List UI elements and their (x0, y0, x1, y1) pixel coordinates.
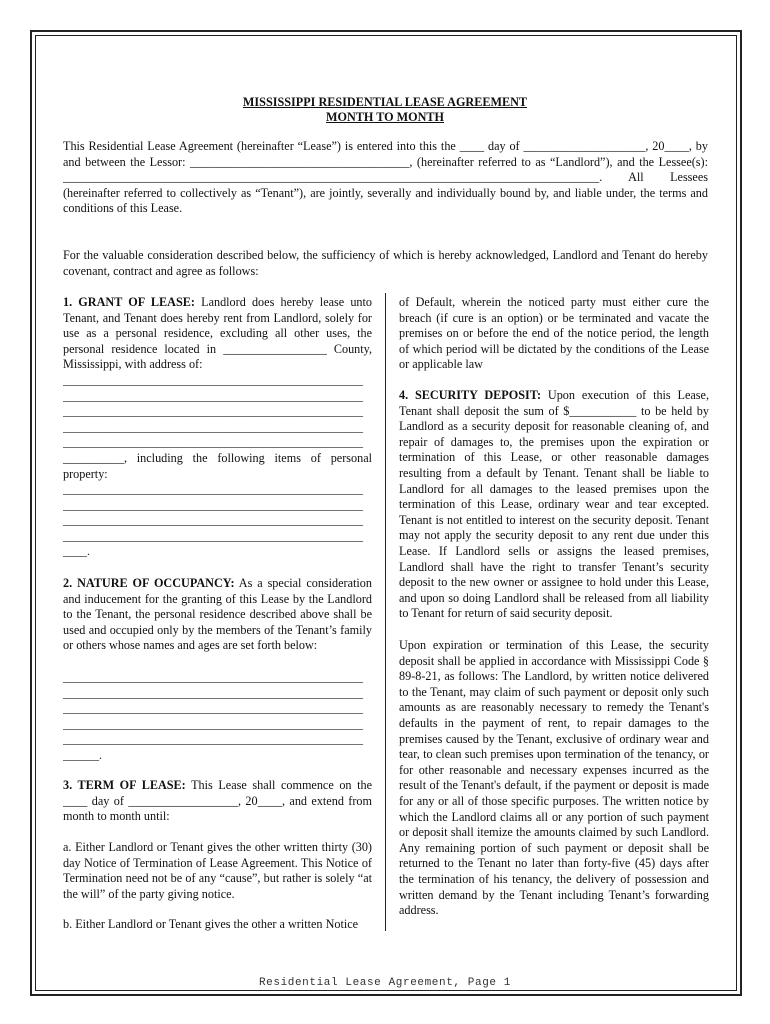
section-heading: 4. SECURITY DEPOSIT: (399, 388, 542, 402)
property-lines (63, 482, 368, 560)
consideration-paragraph: For the valuable consideration described below, the sufficiency of which is hereby acknowledged, Landlord and Tenant do hereby covenant, contract and agree as follows: (63, 248, 708, 278)
section-heading: 3. TERM OF LEASE: (63, 778, 186, 792)
section-term-of-lease (63, 778, 372, 825)
property-line: __________________________________________________ (63, 513, 363, 528)
property-line: __________________________________________________ (63, 482, 363, 496)
intro-paragraph: This Residential Lease Agreement (hereinafter “Lease”) is entered into this the ____ day of ____________________, 20____, by and between the Lessor: ____________________________________, (hereinafter referred to as “Landlord”), and the Lessee(s): ________________________________________________________________________________________. All Lessees (hereinafter referred to collectively as “Tenant”), are jointly, severally and individually bound by, and liable under, the terms and conditions of this Lease. (63, 139, 708, 216)
property-line-end: ____. (63, 544, 90, 559)
occupant-line: __________________________________________________ (63, 716, 363, 731)
section-heading: 2. NATURE OF OCCUPANCY: (63, 576, 235, 590)
term-item-a: a. Either Landlord or Tenant gives the other written thirty (30) day Notice of Termination of Lease Agreement. This Notice of Termination need not be of any “cause”, but rather is solely “at the will” of the party giving notice. (63, 840, 372, 901)
document-subtitle: MONTH TO MONTH (325, 110, 445, 124)
address-line: __________________________________________________ (63, 388, 363, 403)
page-footer: Residential Lease Agreement, Page 1 (258, 977, 512, 989)
address-line: __________________________________________________ (63, 419, 363, 434)
address-lines (63, 373, 368, 451)
personal-property-text: __________, including the following items of personal property: (63, 451, 372, 481)
document-title: MISSISSIPPI RESIDENTIAL LEASE AGREEMENT (242, 95, 528, 109)
address-line: __________________________________________________ (63, 373, 363, 387)
column-divider (385, 293, 386, 931)
section-grant-of-lease (63, 295, 372, 373)
section-nature-of-occupancy (63, 576, 372, 654)
section-security-deposit (399, 388, 709, 622)
default-notice-continued: of Default, wherein the noticed party must either cure the breach (if cure is an option) or be terminated and vacate the premises on or before the end of the notice period, the length of which period will be dictated by the conditions of the Lease or applicable law (399, 295, 709, 372)
section-text: Upon execution of this Lease, Tenant shall deposit the sum of $___________ to be held by Landlord as a security deposit for reasonable cleaning of, and repair of damages to, the premises upon the expiration or termination of this Lease, or other reasonable damages resulting from a default by Tenant. Tenant shall be liable to Landlord for all damages to the leased premises upon the termination of this Lease, ordinary wear and tear excepted. Tenant is not entitled to interest on the security deposit. Tenant may not apply the security deposit to any rent due under this Lease. If Landlord sells or assigns the leased premises, Landlord shall have the right to transfer Tenant’s security deposit to the new owner or assignee to hold under this Lease, and upon so doing Landlord shall be released from all liability to Tenant for return of said security deposit. (399, 388, 709, 621)
section-text: This Lease shall commence on the ____ day of __________________, 20____, and extend from month to month until: (63, 778, 373, 824)
occupant-line: __________________________________________________ (63, 701, 363, 716)
section-text: Landlord does hereby lease unto Tenant, and Tenant does hereby rent from Landlord, solely for use as a personal residence, excluding all other uses, the personal residence located in _________________ County, Mississippi, with address of: (63, 295, 372, 372)
address-line: __________________________________________________ (63, 435, 363, 450)
property-line: __________________________________________________ (63, 497, 363, 512)
occupant-lines (63, 670, 368, 764)
occupant-line: __________________________________________________ (63, 685, 363, 700)
address-line: __________________________________________________ (63, 404, 363, 419)
occupant-line: __________________________________________________ (63, 670, 363, 684)
occupant-line-end: ______. (63, 747, 102, 762)
property-line: __________________________________________________ (63, 528, 363, 543)
occupant-line: __________________________________________________ (63, 732, 363, 747)
section-heading: 1. GRANT OF LEASE: (63, 295, 195, 309)
section-text: As a special consideration and inducement for the granting of this Lease by the Landlord to the Tenant, the personal residence described above shall be used and occupied only by the members of the Tenant’s family or others whose names and ages are set forth below: (63, 576, 372, 653)
deposit-expiration-paragraph: Upon expiration or termination of this Lease, the security deposit shall be applied in accordance with Mississippi Code § 89-8-21, as follows: The Landlord, by written notice delivered to the Tenant, may claim of such payment or deposit only such amounts as are reasonably necessary to remedy the Tenant's defaults in the payment of rent, to repair damages to the premises caused by the Tenant, exclusive of ordinary wear and tear, to clean such premises upon termination of the tenancy, or for other reasonable and necessary expenses incurred as the result of the Tenant's default, if the payment or deposit is made for any or all of those specific purposes. The written notice by which the Landlord claims all or any portion of such payment or deposit shall itemize the amounts claimed by such Landlord. Any remaining portion of such payment or deposit shall be returned to the Tenant no later than forty-five (45) days after the termination of his tenancy, the delivery of possession and written demand by the Tenant including Tenant’s forwarding address. (399, 638, 709, 918)
term-item-b: b. Either Landlord or Tenant gives the other a written Notice (63, 917, 359, 931)
